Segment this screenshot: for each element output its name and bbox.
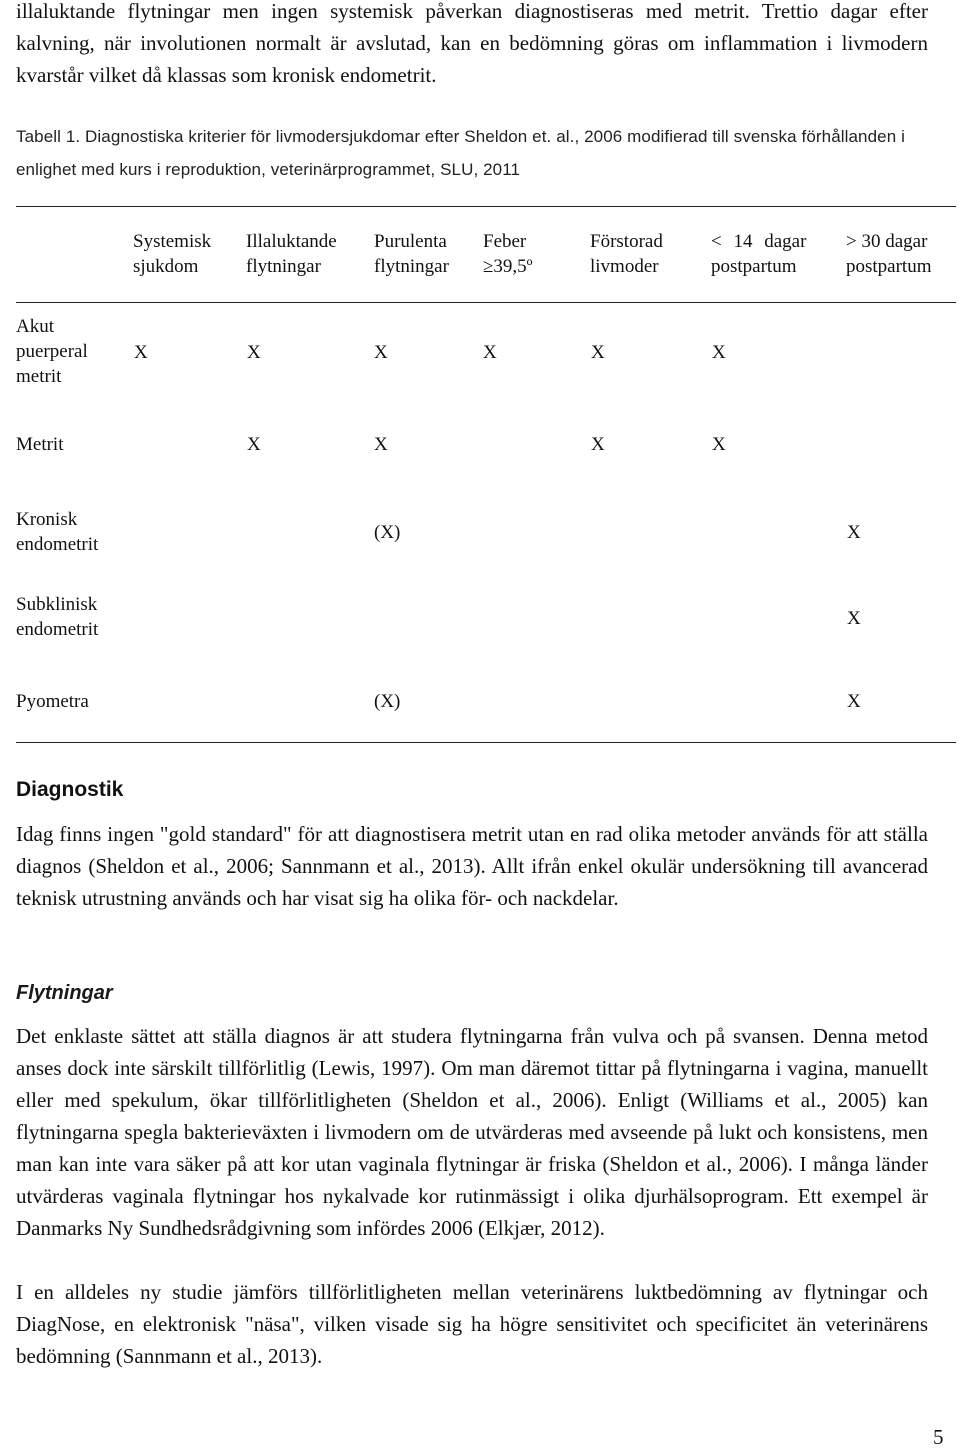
- col-header-feber: Feber ≥39,5º: [483, 231, 533, 277]
- section-heading-flytningar: Flytningar: [16, 982, 113, 1004]
- col-header-systemisk-sjukdom: Systemisk sjukdom: [133, 231, 212, 277]
- table-cell-mark: X: [591, 434, 605, 455]
- diagnostik-paragraph: Idag finns ingen "gold standard" för att diagnostisera metrit utan en rad olika metoder används för att ställa diagnos (Sheldon et al., 2006; Sannmann et al., 2013). Allt ifrån enkel okulär undersökning till avancerad teknisk utrustning används och har visat sig ha olika för- och nackdelar.: [16, 822, 928, 910]
- col-header-forstorad-livmoder: Förstorad livmoder: [590, 231, 663, 277]
- row-label-akut-puerperal-metrit: Akut puerperal metrit: [16, 316, 88, 387]
- table-header-rule: [16, 302, 956, 303]
- intro-paragraph: illaluktande flytningar men ingen systemisk påverkan diagnostiseras med metrit. Trettio dagar efter kalvning, när involutionen normalt är avslutad, kan en bedömning göras om inflammation i livmodern kvarstår vilket då klassas som kronisk endometrit.: [16, 0, 928, 87]
- row-label-metrit: Metrit: [16, 434, 64, 455]
- table-cell-mark: X: [591, 342, 605, 363]
- col-header-over-30-dagar: > 30 dagar postpartum: [846, 231, 932, 277]
- flytningar-paragraph-1: Det enklaste sättet att ställa diagnos är att studera flytningarna från vulva och på svansen. Denna metod anses dock inte särskilt tillförlitlig (Lewis, 1997). Om man däremot tittar på flytningarna i vagina, manuellt eller med spekulum, ökar tillförlitligheten (Sheldon et al., 2006). Enligt (Williams et al., 2005) kan flytningarna spegla bakterieväxten i livmodern om de utvärderas med avseende på lukt och konsistens, men man kan inte vara säker på att kor utan vaginala flytningar är friska (Sheldon et al., 2006). I många länder utvärderas vaginala flytningar hos nykalvade kor rutinmässigt i olika djurhälsoprogram. Ett exempel är Danmarks Ny Sundhedsrådgivning som infördes 2006 (Elkjær, 2012).: [16, 1024, 928, 1240]
- flytningar-paragraph-2: I en alldeles ny studie jämförs tillförlitligheten mellan veterinärens luktbedömning av flytningar och DiagNose, en elektronisk "näsa", vilken visade sig ha högre sensitivitet och specificitet än veterinärens bedömning (Sannmann et al., 2013).: [16, 1280, 928, 1368]
- table-bottom-rule: [16, 742, 956, 743]
- col-header-under-14-dagar: < 14 dagar postpartum: [711, 231, 807, 277]
- col-header-illaluktande-flytningar: Illaluktande flytningar: [246, 231, 337, 277]
- table-cell-mark: X: [847, 608, 861, 629]
- table-cell-mark: X: [712, 434, 726, 455]
- table-cell-mark: X: [247, 342, 261, 363]
- table-caption: Tabell 1. Diagnostiska kriterier för livmodersjukdomar efter Sheldon et. al., 2006 modifierad till svenska förhållanden i enlighet med kurs i reproduktion, veterinärprogrammet, SLU, 2011: [16, 127, 905, 179]
- table-cell-mark: (X): [374, 522, 401, 543]
- table-cell-mark: X: [247, 434, 261, 455]
- row-label-kronisk-endometrit: Kronisk endometrit: [16, 509, 99, 555]
- section-heading-diagnostik: Diagnostik: [16, 778, 124, 801]
- table-cell-mark: X: [847, 522, 861, 543]
- col-header-purulenta-flytningar: Purulenta flytningar: [374, 231, 449, 277]
- table-cell-mark: X: [847, 691, 861, 712]
- row-label-pyometra: Pyometra: [16, 691, 89, 712]
- page-number: 5: [933, 1425, 944, 1449]
- table-cell-mark: X: [374, 434, 388, 455]
- table-top-rule: [16, 206, 956, 207]
- table-cell-mark: X: [483, 342, 497, 363]
- table-cell-mark: (X): [374, 691, 401, 712]
- row-label-subklinisk-endometrit: Subklinisk endometrit: [16, 594, 99, 640]
- table-cell-mark: X: [134, 342, 148, 363]
- table-cell-mark: X: [374, 342, 388, 363]
- table-cell-mark: X: [712, 342, 726, 363]
